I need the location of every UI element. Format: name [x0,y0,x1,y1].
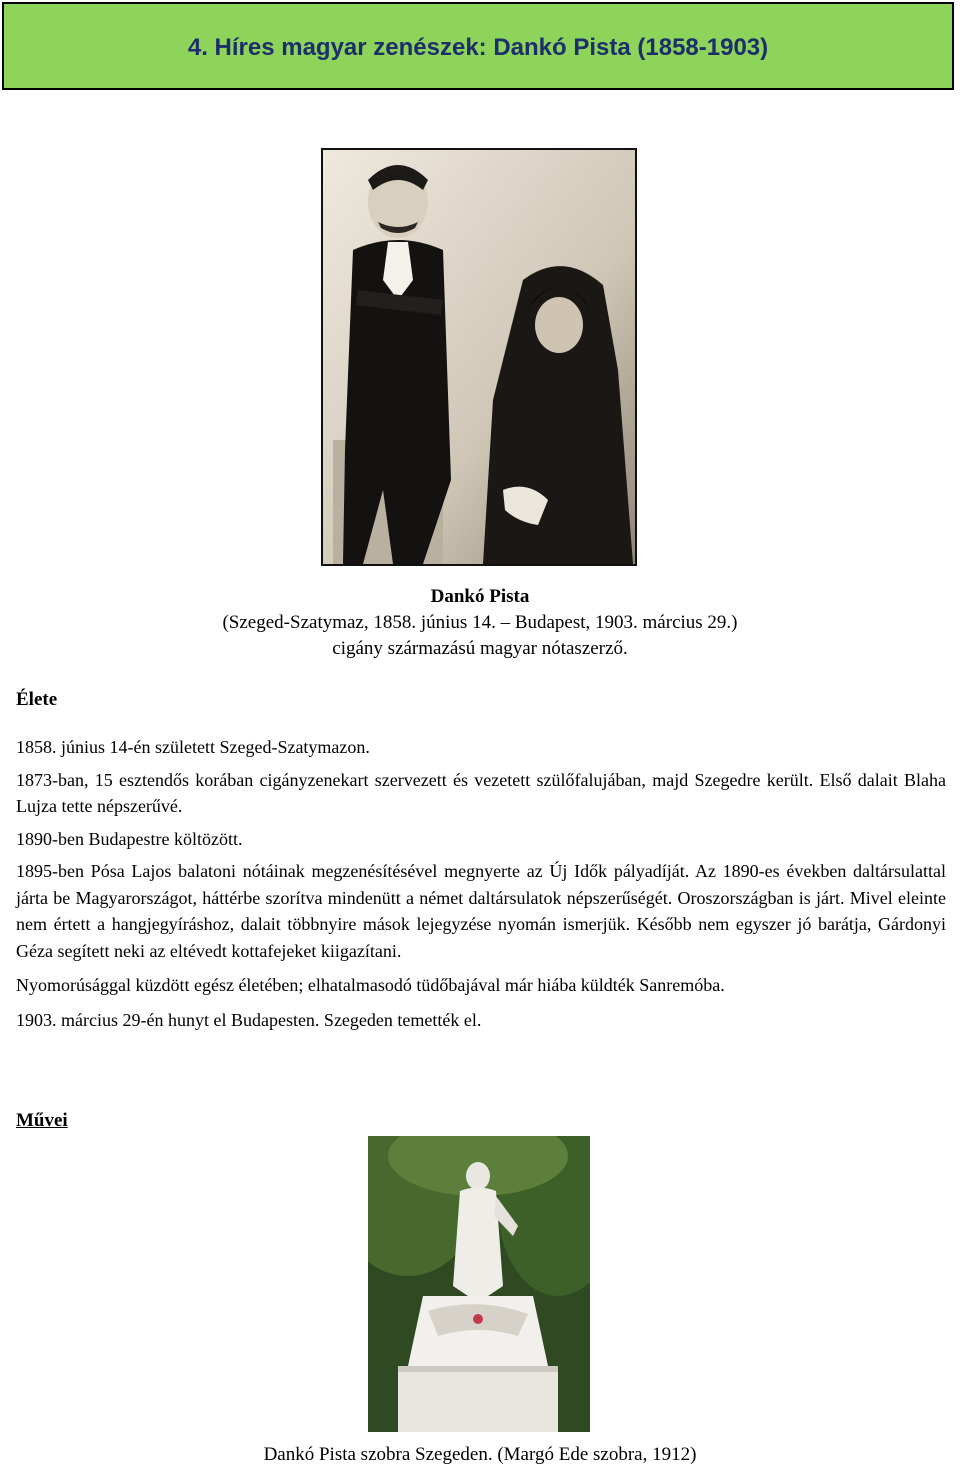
portrait-photo [321,148,637,566]
caption-name: Dankó Pista [430,586,530,607]
paragraph: 1895-ben Pósa Lajos balatoni nótáinak megzenésítésével megnyerte az Új Idők pályadíját. Az 1890-es években daltársulattal járta be Magyarországot, háttérbe szorítva mindenütt a német daltársulatok népszerűségét. Oroszországban is járt. Mivel eleinte nem értett a hangjegyíráshoz, dalait többnyire mások lejegyzése nyomán ismerjük. Később nem egyszer jó barátja, Gárdonyi Géza segített neki az eltévedt kottafejeket kiigazítani. [16,861,946,961]
paragraph: Nyomorúsággal küzdött egész életében; elhatalmasodó tüdőbajával már hiába küldték Sanremóba. [16,975,725,995]
paragraph: 1903. március 29-én hunyt el Budapesten. Szegeden temették el. [16,1009,482,1030]
portrait-caption [0,584,960,662]
paragraph: 1890-ben Budapestre költözött. [16,828,243,849]
portrait-photo-image [323,150,635,564]
paragraph: 1858. június 14-én született Szeged-Szatymazon. [16,737,370,757]
statue-photo [368,1136,590,1432]
caption-description: cigány származású magyar nótaszerző. [332,638,628,659]
title-banner [2,2,954,90]
page-title: 4. Híres magyar zenészek: Dankó Pista (1858-1903) [187,34,769,61]
biography-text [16,734,946,1041]
section-heading-muvei: Művei [16,1110,68,1131]
section-heading-elete: Élete [16,689,58,710]
paragraph: 1873-ban, 15 esztendős korában cigányzenekart szervezett és vezetett szülőfalujában, majd Szegedre került. Első dalait Blaha Lujza tette népszerűvé. [16,769,946,816]
statue-caption: Dankó Pista szobra Szegeden. (Margó Ede szobra, 1912) [263,1444,697,1465]
statue-photo-image [368,1136,590,1432]
caption-dates: (Szeged-Szatymaz, 1858. június 14. – Budapest, 1903. március 29.) [222,612,738,633]
